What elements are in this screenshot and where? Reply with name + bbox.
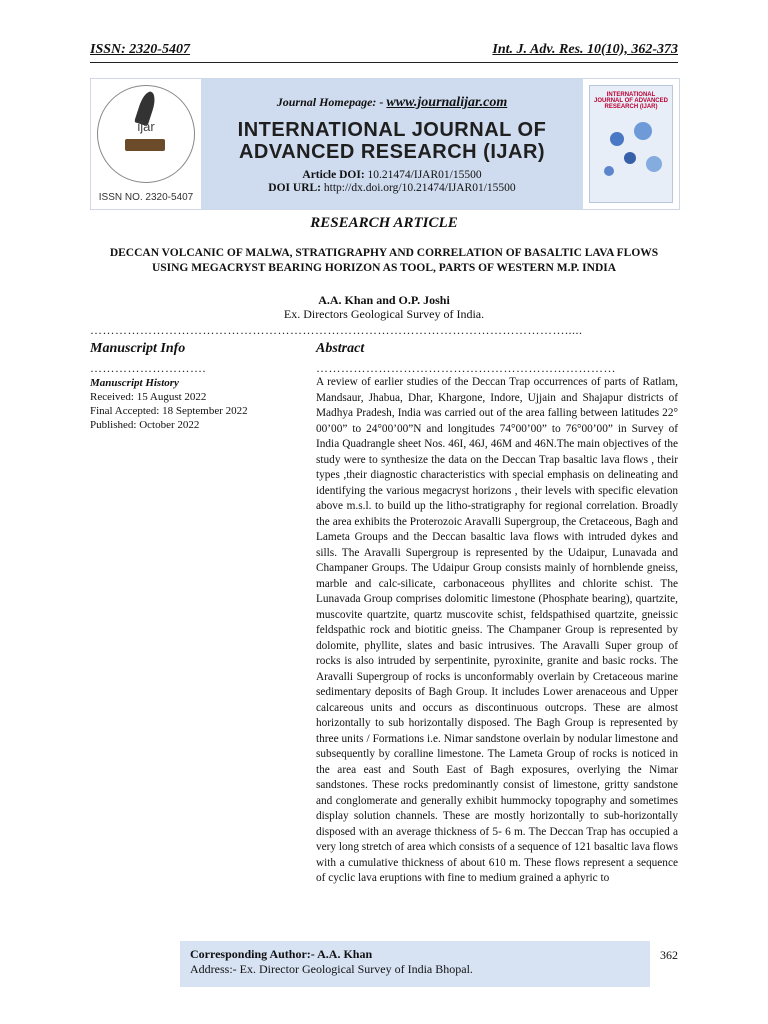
page-number: 362 (660, 948, 678, 962)
homepage-link[interactable]: www.journalijar.com (386, 95, 508, 110)
book-icon (125, 139, 165, 151)
citation-text: Int. J. Adv. Res. 10(10), 362-373 (492, 42, 678, 57)
logo-text: ijar (137, 119, 155, 134)
manuscript-info (90, 376, 280, 432)
molecule-icon (604, 166, 614, 176)
manuscript-info-heading: Manuscript Info (90, 341, 186, 356)
logo-issn: ISSN NO. 2320-5407 (98, 192, 194, 203)
journal-logo (91, 79, 201, 209)
accepted-date: Final Accepted: 18 September 2022 (90, 405, 248, 417)
received-date: Received: 15 August 2022 (90, 391, 207, 403)
doi-url-link[interactable]: http://dx.doi.org/10.21474/IJAR01/15500 (323, 182, 516, 194)
dotted-separator: ……………………………………………………………… (316, 361, 616, 375)
doi-url-label: DOI URL: (268, 182, 322, 194)
homepage-label: Journal Homepage: - (276, 95, 384, 109)
article-doi: 10.21474/IJAR01/15500 (367, 169, 482, 181)
journal-cover (583, 79, 679, 209)
dotted-separator: ……………………………………………………………………………………………………..... (90, 323, 583, 337)
paper-title: DECCAN VOLCANIC OF MALWA, STRATIGRAPHY AND CORRELATION OF BASALTIC LAVA FLOWS USING MEGACRYST BEARING HORIZON AS TOOL, PARTS OF WESTERN M.P. INDIA (109, 247, 659, 274)
banner-center (201, 79, 583, 209)
authors: A.A. Khan and O.P. Joshi (318, 293, 450, 307)
affiliation: Ex. Directors Geological Survey of India. (283, 307, 485, 321)
doi-block (201, 169, 583, 195)
molecule-icon (634, 122, 652, 140)
section-heading: RESEARCH ARTICLE (310, 215, 458, 231)
molecule-icon (646, 156, 662, 172)
corresponding-author: Corresponding Author:- A.A. Khan (190, 947, 373, 961)
running-header (90, 42, 678, 58)
published-date: Published: October 2022 (90, 419, 200, 431)
author-address: Address:- Ex. Director Geological Survey of India Bhopal. (190, 962, 473, 976)
manuscript-history-label: Manuscript History (90, 377, 179, 389)
dotted-separator: ………………………. (90, 361, 206, 375)
article-doi-label: Article DOI: (302, 169, 365, 181)
abstract-heading: Abstract (316, 341, 365, 356)
journal-title-line1: INTERNATIONAL JOURNAL OF (237, 119, 547, 141)
cover-image (589, 85, 673, 203)
journal-banner (90, 78, 680, 210)
molecule-icon (610, 132, 624, 146)
journal-homepage (201, 95, 583, 111)
header-rule (90, 62, 678, 63)
issn-text: ISSN: 2320-5407 (90, 42, 190, 57)
molecule-icon (624, 152, 636, 164)
corresponding-author-box (180, 941, 650, 987)
cover-title: INTERNATIONAL JOURNAL OF ADVANCED RESEARCH (IJAR) (594, 92, 668, 110)
journal-title-line2: ADVANCED RESEARCH (IJAR) (238, 141, 546, 163)
journal-title (201, 119, 583, 163)
abstract-text: A review of earlier studies of the Deccan Trap occurrences of parts of Ratlam, Mandsaur, Jhabua, Dhar, Khargone, Indore, Ujjain and Shajapur districts of Madhya Pradesh, India was carried out of the area falling between latitudes 22° 00’00” to 24°00’00”N and longitudes 74°00’00” to 76°00’00” in Survey of India Quadrangle sheet Nos. 46I, 46J, 46M and 46N.The main objectives of the study were to synthesize the data on the Deccan Trap basaltic lava flows , their types ,their diagnostic characteristics with special emphasis on delineating and identifying the various megacryst horizons , their levels with specific elevation above m.s.l. to build up the litho-stratigraphy for regional correlation. Broadly the area exhibits the Proterozoic Aravalli Supergroup, the Cretaceous, Bagh and Lameta Groups and the Deccan basaltic lava flows with intruded dykes and sills. The Aravalli Supergroup is represented by the Udaipur, Lunavada and Champaner Groups. The Udaipur Group consists mainly of hornblende gneiss, marble and calc-silicate, carbonaceous phyllites and chlorite schist. The Lunavada Group comprises dolomitic limestone (Phosphate bearing), quartzite, muscovite quartzite, quartz muscovite schist, feldspathised quartzite, gneissic feldspathic rock and biotitic gneiss. The Champaner Group is represented by dolomite, phyllite, slates and basic intrusives. The Aravalli Super group of rocks is also intruded by serpentinite, pyroxinite, granite and basic rocks. The Aravalli Supergroup of rocks is unconformably overlain by Cretaceous marine sedimentary deposits of Bagh Group. It includes Lower arenaceous and Upper calcareous units and occurs as discontinuous outcrops. These are almost horizontally to sub horizontally disposed. The Bagh Group is represented by three units / Formations i.e. Nimar sandstone overlain by nodular limestone and subsequently by coralline limestone. The Lameta Group of rocks is noticed in the area east and South East of Bagh exposures, overlying the Nimar sandstones. These rocks predominantly consist of limestone, gritty sandstone and conglomerate and generally exhibit hummocky topography and sometimes display solution channels. These are mostly horizontally to sub-horizontally disposed with an average thickness of 5- 6 m. The Deccan Trap has occupied a very long stretch of area which consists of a sequence of 121 basaltic lava flows with a cumulative thickness of about 610 m. These flows represent a sequence of cyclic lava eruptions with fine to medium grained a aphyric to (316, 376, 679, 884)
